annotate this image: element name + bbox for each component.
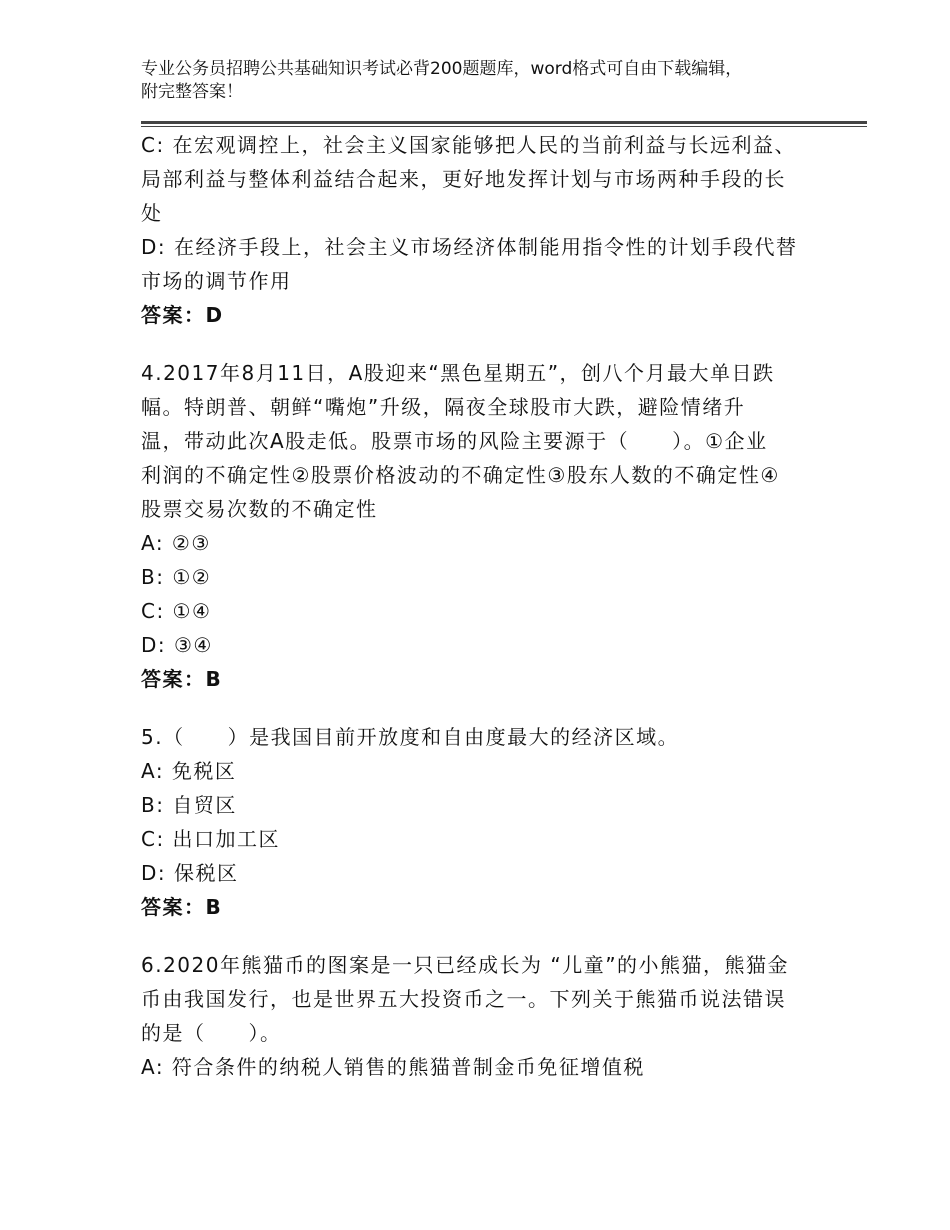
- question-stem-line: 股票交易次数的不确定性: [141, 497, 378, 521]
- option-d: D: ③④: [141, 633, 213, 657]
- option-a: A: 符合条件的纳税人销售的熊猫普制金币免征增值税: [141, 1055, 645, 1079]
- option-c-line-2: 局部利益与整体利益结合起来，更好地发挥计划与市场两种手段的长: [141, 167, 786, 191]
- document-body: [141, 128, 821, 1084]
- option-c-line-1: C: 在宏观调控上，社会主义国家能够把人民的当前利益与长远利益、: [141, 133, 797, 157]
- answer: 答案：B: [141, 667, 223, 691]
- question-stem-line: 4.2017年8月11日，A股迎来“黑色星期五”，创八个月最大单日跌: [141, 361, 775, 385]
- option-d-line-2: 市场的调节作用: [141, 269, 292, 293]
- option-c: C: 出口加工区: [141, 827, 281, 851]
- option-c-line-3: 处: [141, 201, 163, 225]
- option-a: A: 免税区: [141, 759, 237, 783]
- question-4: [141, 356, 821, 696]
- page-header: [141, 58, 821, 104]
- option-d-line-1: D: 在经济手段上，社会主义市场经济体制能用指令性的计划手段代替: [141, 235, 798, 259]
- option-d: D: 保税区: [141, 861, 239, 885]
- question-3-tail: [141, 128, 821, 332]
- question-stem-line: 的是（ ）。: [141, 1021, 282, 1045]
- option-b: B: 自贸区: [141, 793, 237, 817]
- answer: 答案：D: [141, 303, 224, 327]
- header-divider-thin: [141, 126, 867, 127]
- question-stem-line: 利润的不确定性②股票价格波动的不确定性③股东人数的不确定性④: [141, 463, 780, 487]
- header-line-2: 附完整答案！: [141, 82, 243, 102]
- question-stem-line: 幅。特朗普、朝鲜“嘴炮”升级，隔夜全球股市大跌，避险情绪升: [141, 395, 746, 419]
- question-5: [141, 720, 821, 924]
- question-stem-line: 温，带动此次A股走低。股票市场的风险主要源于（ ）。①企业: [141, 429, 768, 453]
- answer: 答案：B: [141, 895, 223, 919]
- option-a: A: ②③: [141, 531, 211, 555]
- question-stem-line: 币由我国发行，也是世界五大投资币之一。下列关于熊猫币说法错误: [141, 987, 786, 1011]
- option-c: C: ①④: [141, 599, 212, 623]
- header-divider-thick: [141, 121, 867, 124]
- question-stem-line: 6.2020年熊猫币的图案是一只已经成长为 “儿童”的小熊猫，熊猫金: [141, 953, 790, 977]
- question-stem-line: 5.（ ）是我国目前开放度和自由度最大的经济区域。: [141, 725, 680, 749]
- option-b: B: ①②: [141, 565, 212, 589]
- header-line-1: 专业公务员招聘公共基础知识考试必背200题题库，word格式可自由下载编辑，: [141, 59, 743, 79]
- question-6: [141, 948, 821, 1084]
